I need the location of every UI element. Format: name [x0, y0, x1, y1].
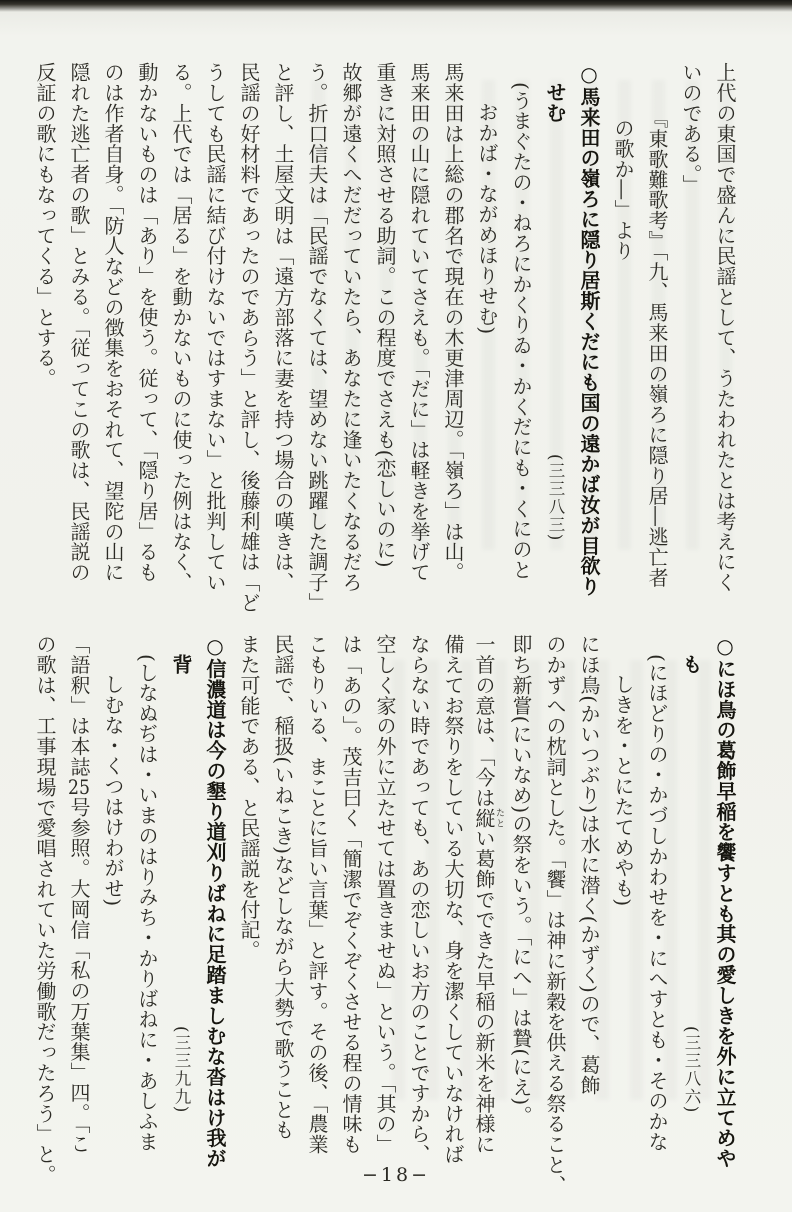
text-column: は「あの」。茂吉曰く「簡潔でぞくぞくさせる程の情味も	[339, 634, 363, 1155]
text-column: しきを・とにたてめやも)	[611, 674, 635, 907]
text-column: (にほどりの・かづしかわせを・にへすとも・そのかな	[645, 654, 669, 1152]
text-column: ならない時であっても、あの恋しいお方のことですから、	[407, 634, 431, 1165]
poem-number: (三三八六)	[682, 1026, 701, 1114]
text-block-top	[28, 62, 742, 613]
poem-number: (三三九九)	[172, 1026, 191, 1114]
text-column: の歌は、工事現場で愛唱されていた労働歌だったろう」と。	[33, 634, 57, 1185]
poem-column: ○にほ鳥の葛飾早稲を饗すとも其の愛しきを外に立てめや	[713, 634, 737, 1169]
poem-column: も (三三八六)	[674, 634, 708, 1184]
scan-edge-top	[0, 0, 792, 12]
text-column: 馬来田の山に隠れていてさえも。「だに」は軽きを挙げて	[407, 62, 431, 583]
text-column: の歌か―」より	[611, 118, 635, 261]
text-column: 反証の歌にもなってくる」とする。	[33, 62, 57, 389]
text-column: 空しく家の外に立たせては置きませぬ」という。「其の」	[373, 634, 397, 1155]
horizontal-number: 25	[68, 776, 90, 797]
text-column: 上代の東国で盛んに民謡として、うたわれたとは考えにく	[713, 62, 737, 593]
poem-column: ○馬来田の嶺ろに隠り居斯くだにも国の遠かば汝が目欲り	[577, 62, 601, 597]
text-column: にほ鳥(かいつぶり)は水に潜く(かずく)ので、葛飾	[577, 634, 601, 1096]
text-column: 備えてお祭りをしている大切な、身を潔くしていなければ	[441, 634, 465, 1165]
text-column: と評し、土屋文明は「遠方部落に妻を持つ場合の嘆きは、	[271, 62, 295, 593]
text-column: 一首の意は、「今は縦たとい葛飾でできた早稲の新米を神様に	[472, 634, 504, 1155]
text-column: 重きに対照させる助詞。この程度でさえも(恋しいのに)	[373, 62, 397, 569]
text-column: 民謡の好材料であったのであらう」と評し、後藤利雄は「ど	[237, 62, 261, 613]
text-column: る。上代では「居る」を動かないものに使った例はなく、	[169, 62, 193, 593]
text-column: 「語釈」は本誌25号参照。大岡信「私の万葉集」四。「こ	[67, 634, 91, 1155]
text-column: 動かないものは「あり」を使う。従って、「隠り居」るも	[135, 62, 159, 583]
poem-column: ○信濃道は今の墾り道刈りばねに足踏ましむな沓はけ我が	[203, 634, 227, 1169]
text-column: こもりいる、まことに旨い言葉」と評す。その後、「農業	[305, 634, 329, 1155]
text-column: 即ち新嘗(にいなめ)の祭をいう。「にへ」は贄(にえ)。	[509, 634, 533, 1127]
text-column: また可能である、と民謡説を付記。	[237, 634, 261, 961]
furigana-ruby: 縦たと	[472, 807, 504, 829]
poem-column: せむ (三三八三)	[538, 62, 572, 612]
poem-column: 背 (三三九九)	[164, 634, 198, 1184]
poem-number: (三三八三)	[546, 454, 565, 542]
page-number: −18−	[361, 1164, 431, 1186]
text-column: 故郷が遠くへだだっていたら、あなたに逢いたくなるだろ	[339, 62, 363, 593]
text-column: (うまぐたの・ねろにかくりゐ・かくだにも・くにのと	[509, 82, 533, 580]
text-column: 『東歌難歌考』「九、馬来田の嶺ろに隠り居―逃亡者	[645, 108, 669, 588]
text-column: のかずへの枕詞とした。「饗」は神に新穀を供える祭ること、	[543, 634, 567, 1196]
text-column: うしても民謡に結び付けないではすまない」と批判してい	[203, 62, 227, 593]
text-column: (しなぬぢは・いまのはりみち・かりばねに・あしふま	[135, 654, 159, 1152]
text-column: いのである。」	[679, 62, 703, 195]
text-column: のは作者自身。「防人などの徴集をおそれて、望陀の山に	[101, 62, 125, 583]
text-column: う。折口信夫は「民謡でなくては、望めない跳躍した調子」	[305, 62, 329, 613]
text-column: 民謡で、稲扱(いねこき)などしながら大勢で歌うことも	[271, 634, 295, 1141]
text-column: 隠れた逃亡者の歌」とみる。「従ってこの歌は、民謡説の	[67, 62, 91, 583]
text-column: 馬来田は上総の郡名で現在の木更津周辺。「嶺ろ」は山。	[441, 62, 465, 583]
text-column: おかば・ながめほりせむ)	[475, 102, 499, 335]
text-column: しむな・くつはけわがせ)	[101, 674, 125, 907]
